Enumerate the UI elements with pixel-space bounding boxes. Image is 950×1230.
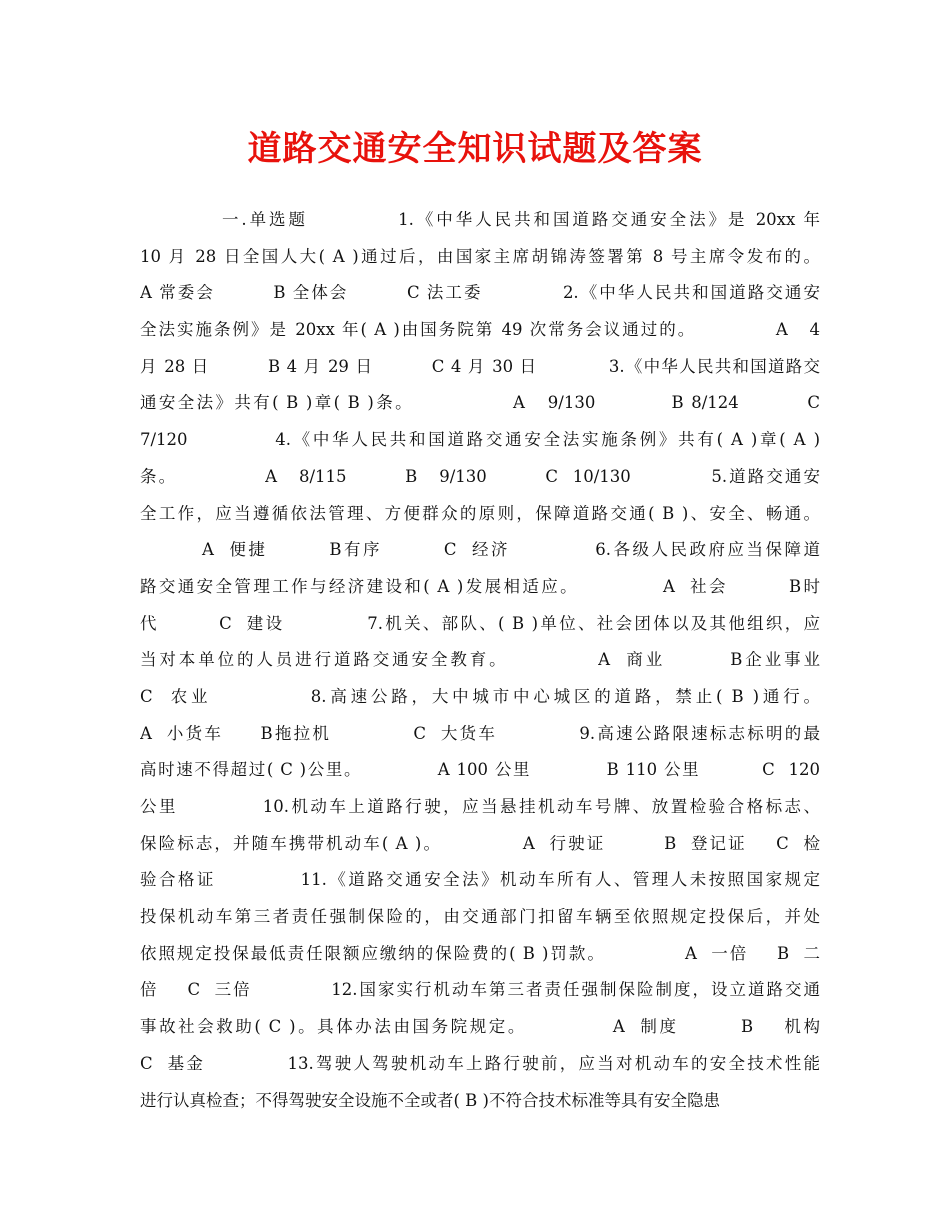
text-line: 全法实施条例》是 20xx 年( A )由国务院第 49 次常务会议通过的。 A 4 xyxy=(140,320,820,340)
text-line: 进行认真检查；不得驾驶安全设施不全或者( B )不符合技术标准等具有安全隐患 xyxy=(140,1090,720,1110)
document-body xyxy=(140,202,820,1119)
text-line: 路交通安全管理工作与经济建设和( A )发展相适应。 A 社会 B时 xyxy=(140,576,820,596)
text-line: 高时速不得超过( C )公里。 A 100 公里 B 110 公里 C 120 xyxy=(140,760,820,780)
text-line: 公里 10.机动车上道路行驶，应当悬挂机动车号牌、放置检验合格标志、 xyxy=(140,797,820,816)
document-title: 道路交通安全知识试题及答案 xyxy=(247,129,703,169)
text-line: A 常委会 B 全体会 C 法工委 2.《中华人民共和国道路交通安 xyxy=(140,283,820,303)
text-line: 一.单选题 1.《中华人民共和国道路交通安全法》是 20xx 年 xyxy=(140,210,820,229)
text-line: 全工作，应当遵循依法管理、方便群众的原则，保障道路交通( B )、安全、畅通。 xyxy=(140,503,820,523)
text-line: 10 月 28 日全国人大( A )通过后，由国家主席胡锦涛签署第 8 号主席令发布的。 xyxy=(140,246,820,266)
text-line: 当对本单位的人员进行道路交通安全教育。 A 商业 B企业事业 xyxy=(140,650,820,670)
text-line: C 基金 13.驾驶人驾驶机动车上路行驶前，应当对机动车的安全技术性能 xyxy=(140,1053,820,1073)
text-line: 代 C 建设 7.机关、部队、( B )单位、社会团体以及其他组织，应 xyxy=(140,613,820,633)
text-line: A 便捷 B有序 C 经济 6.各级人民政府应当保障道 xyxy=(140,540,820,560)
text-line: 倍 C 三倍 12.国家实行机动车第三者责任强制保险制度，设立道路交通 xyxy=(140,980,820,1000)
text-line: 验合格证 11.《道路交通安全法》机动车所有人、管理人未按照国家规定 xyxy=(140,870,820,890)
text-line: A 小货车 B拖拉机 C 大货车 9.高速公路限速标志标明的最 xyxy=(140,723,820,743)
text-line: 月 28 日 B 4 月 29 日 C 4 月 30 日 3.《中华人民共和国道路交 xyxy=(140,356,820,376)
text-line: 7/120 4.《中华人民共和国道路交通安全法实施条例》共有( A )章( A ) xyxy=(140,430,820,450)
text-line: C 农业 8.高速公路，大中城市中心城区的道路，禁止( B )通行。 xyxy=(140,686,820,706)
text-line: 事故社会救助( C )。具体办法由国务院规定。 A 制度 B 机构 xyxy=(140,1017,820,1037)
text-line: 通安全法》共有( B )章( B )条。 A 9/130 B 8/124 C xyxy=(140,393,820,413)
text-line: 保险标志，并随车携带机动车( A )。 A 行驶证 B 登记证 C 检 xyxy=(140,833,820,853)
text-line: 投保机动车第三者责任强制保险的，由交通部门扣留车辆至依照规定投保后，并处 xyxy=(140,907,820,927)
text-line: 依照规定投保最低责任限额应缴纳的保险费的( B )罚款。 A 一倍 B 二 xyxy=(140,943,820,963)
text-line: 条。 A 8/115 B 9/130 C 10/130 5.道路交通安 xyxy=(140,466,820,486)
